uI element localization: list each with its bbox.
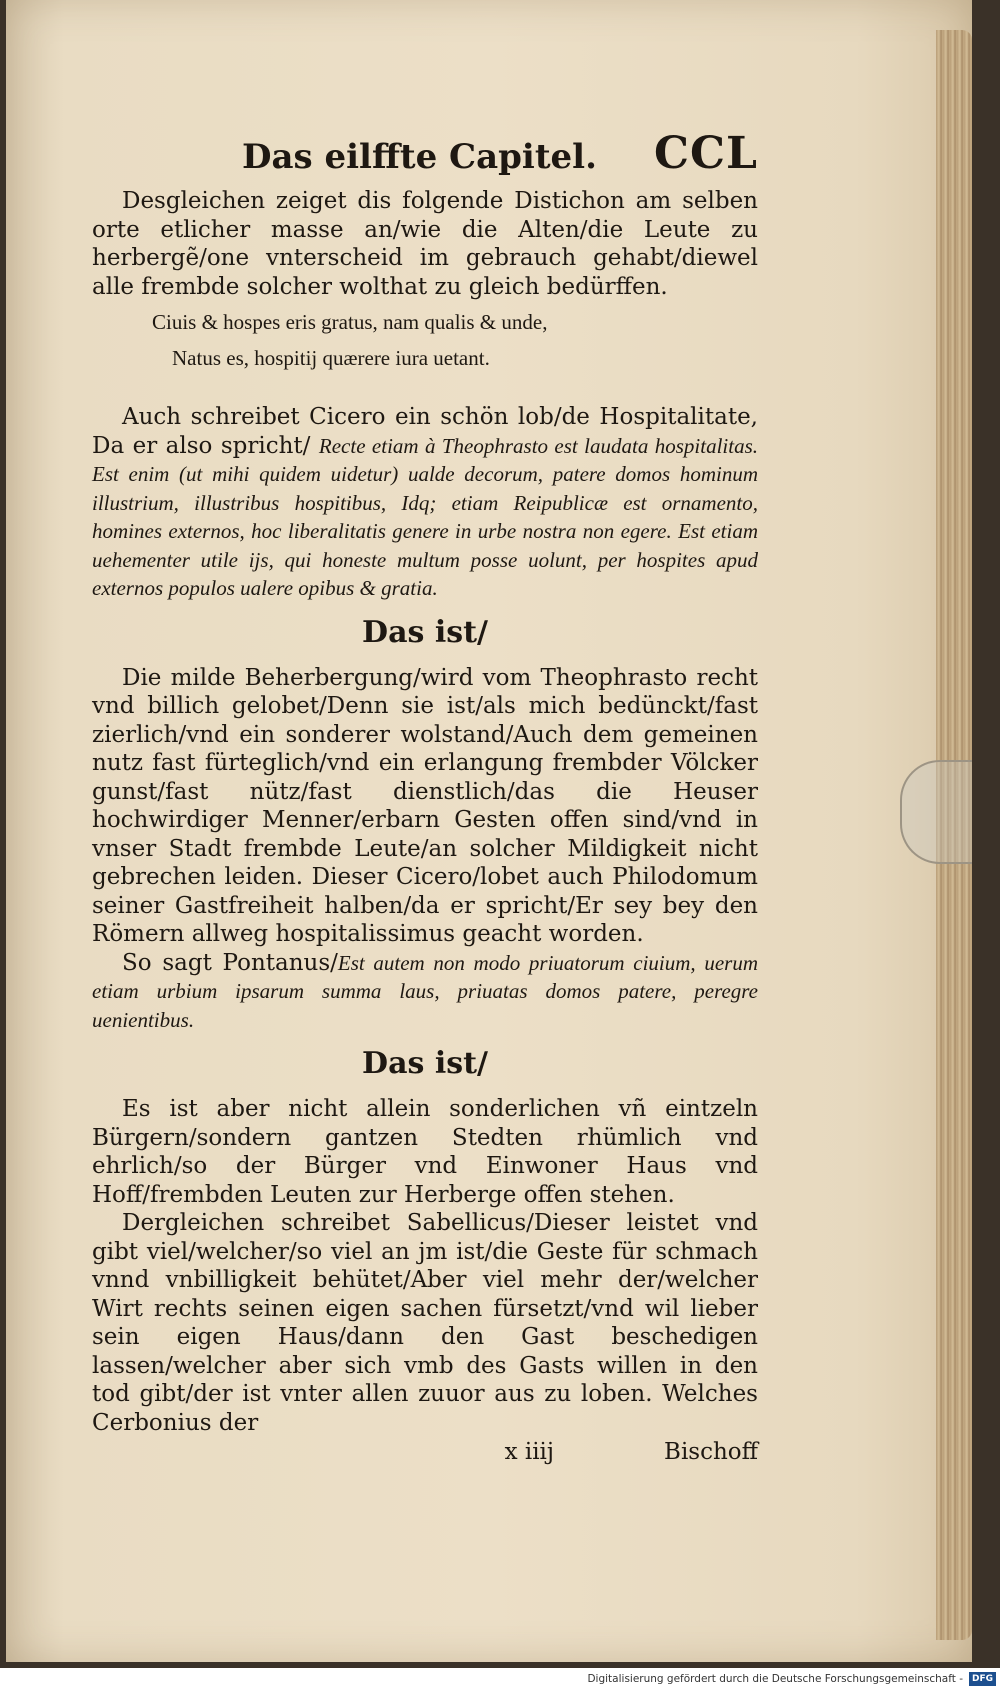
spacer [92,373,758,403]
dfg-logo: DFG [969,1672,996,1686]
pontanus-latin-quote: Est autem non modo priuatorum ciuium, uerum etiam urbium ipsarum summa laus, priuatas domos patere, peregre uenientibus. [92,950,758,1032]
pontanus-german-text: So sagt Pontanus/ [122,949,338,976]
paragraph-cicero [92,403,758,603]
paragraph-translation-cicero: Die milde Beherbergung/wird vom Theophrasto recht vnd billich gelobet/Denn sie ist/als mich bedünckt/fast zierlich/vnd ein sonderer wolstand/Auch dem gemeinen nutz fast fürteglich/vnd ein erlangung frembder Völcker gunst/fast nütz/fast dienstlich/das die Heuser hochwirdiger Menner/erbarn Gesten offen sind/vnd in vnser Stadt frembde Leute/an solcher Mildigkeit nicht gebrechen leiden. Dieser Cicero/lobet auch Philodomum seiner Gastfreiheit halben/da er spricht/Er sey bey den Römern allweg hospitalissimus geacht worden. [92,664,758,947]
page-text [92,128,758,1465]
verse-line-2: Natus es, hospitij quærere iura uetant. [172,346,490,370]
funding-credit-bar [0,1668,1000,1690]
paragraph-distichon-intro: Desgleichen zeiget dis folgende Distichon am selben orte etlicher masse an/wie die Alten/die Leute zu herbergẽ/one vnterscheid im gebrauch gehabt/diewel alle frembde solcher wolthat zu gleich bedürffen. [92,188,758,300]
funding-credit-text: Digitalisierung gefördert durch die Deutsche Forschungsgemeinschaft - [587,1673,963,1685]
folio-number: CCL [654,128,758,179]
page-footer [92,1439,758,1465]
catchword: Bischoff [664,1439,758,1465]
section-heading-1: Das ist/ [362,614,488,650]
cicero-german-text: Auch schreibet Cicero ein schön lob/de Hospitalitate, Da er also spricht/ [92,404,758,459]
paragraph-translation-pontanus: Es ist aber nicht allein sonderlichen vñ eintzeln Bürgern/sondern gantzen Stedten rhümlich vnd ehrlich/so der Bürger vnd Einwoner Haus vnd Hoff/frembden Leuten zur Herberge offen stehen. [92,1096,758,1208]
paragraph-pontanus [92,949,758,1035]
running-head [242,128,758,179]
verse-line-1: Ciuis & hospes eris gratus, nam qualis & unde, [152,310,548,334]
page-clip [900,760,972,864]
signature-mark: x iiij [504,1439,555,1465]
cicero-latin-quote: Recte etiam à Theophrasto est laudata hospitalitas. Est enim (ut mihi quidem uidetur) ualde decorum, patere domos hominum illustrium, illustribus hospitibus, Idq; etiam Reipublicæ est ornamento, homines externos, hoc liberalitatis genere in urbe nostra non egere. Est etiam uehementer utile ijs, qui honeste multum posse uolunt, per hospites apud externos populos ualere opibus & gratia. [92,433,758,600]
book-page [6,0,972,1662]
paragraph-sabellicus: Dergleichen schreibet Sabellicus/Dieser leistet vnd gibt viel/welcher/so viel an jm ist/die Geste für schmach vnnd vnbilligkeit behütet/Aber viel mehr der/welcher Wirt rechts seinen eigen sachen fürsetzt/vnd wil lieber sein eigen Haus/dann den Gast beschedigen lassen/welcher aber sich vmb des Gasts willen in den tod gibt/der ist vnter allen zuuor aus zu loben. Welches Cerbonius der [92,1210,758,1436]
chapter-title: Das eilffte Capitel. [242,137,597,177]
section-heading-2: Das ist/ [362,1046,488,1081]
